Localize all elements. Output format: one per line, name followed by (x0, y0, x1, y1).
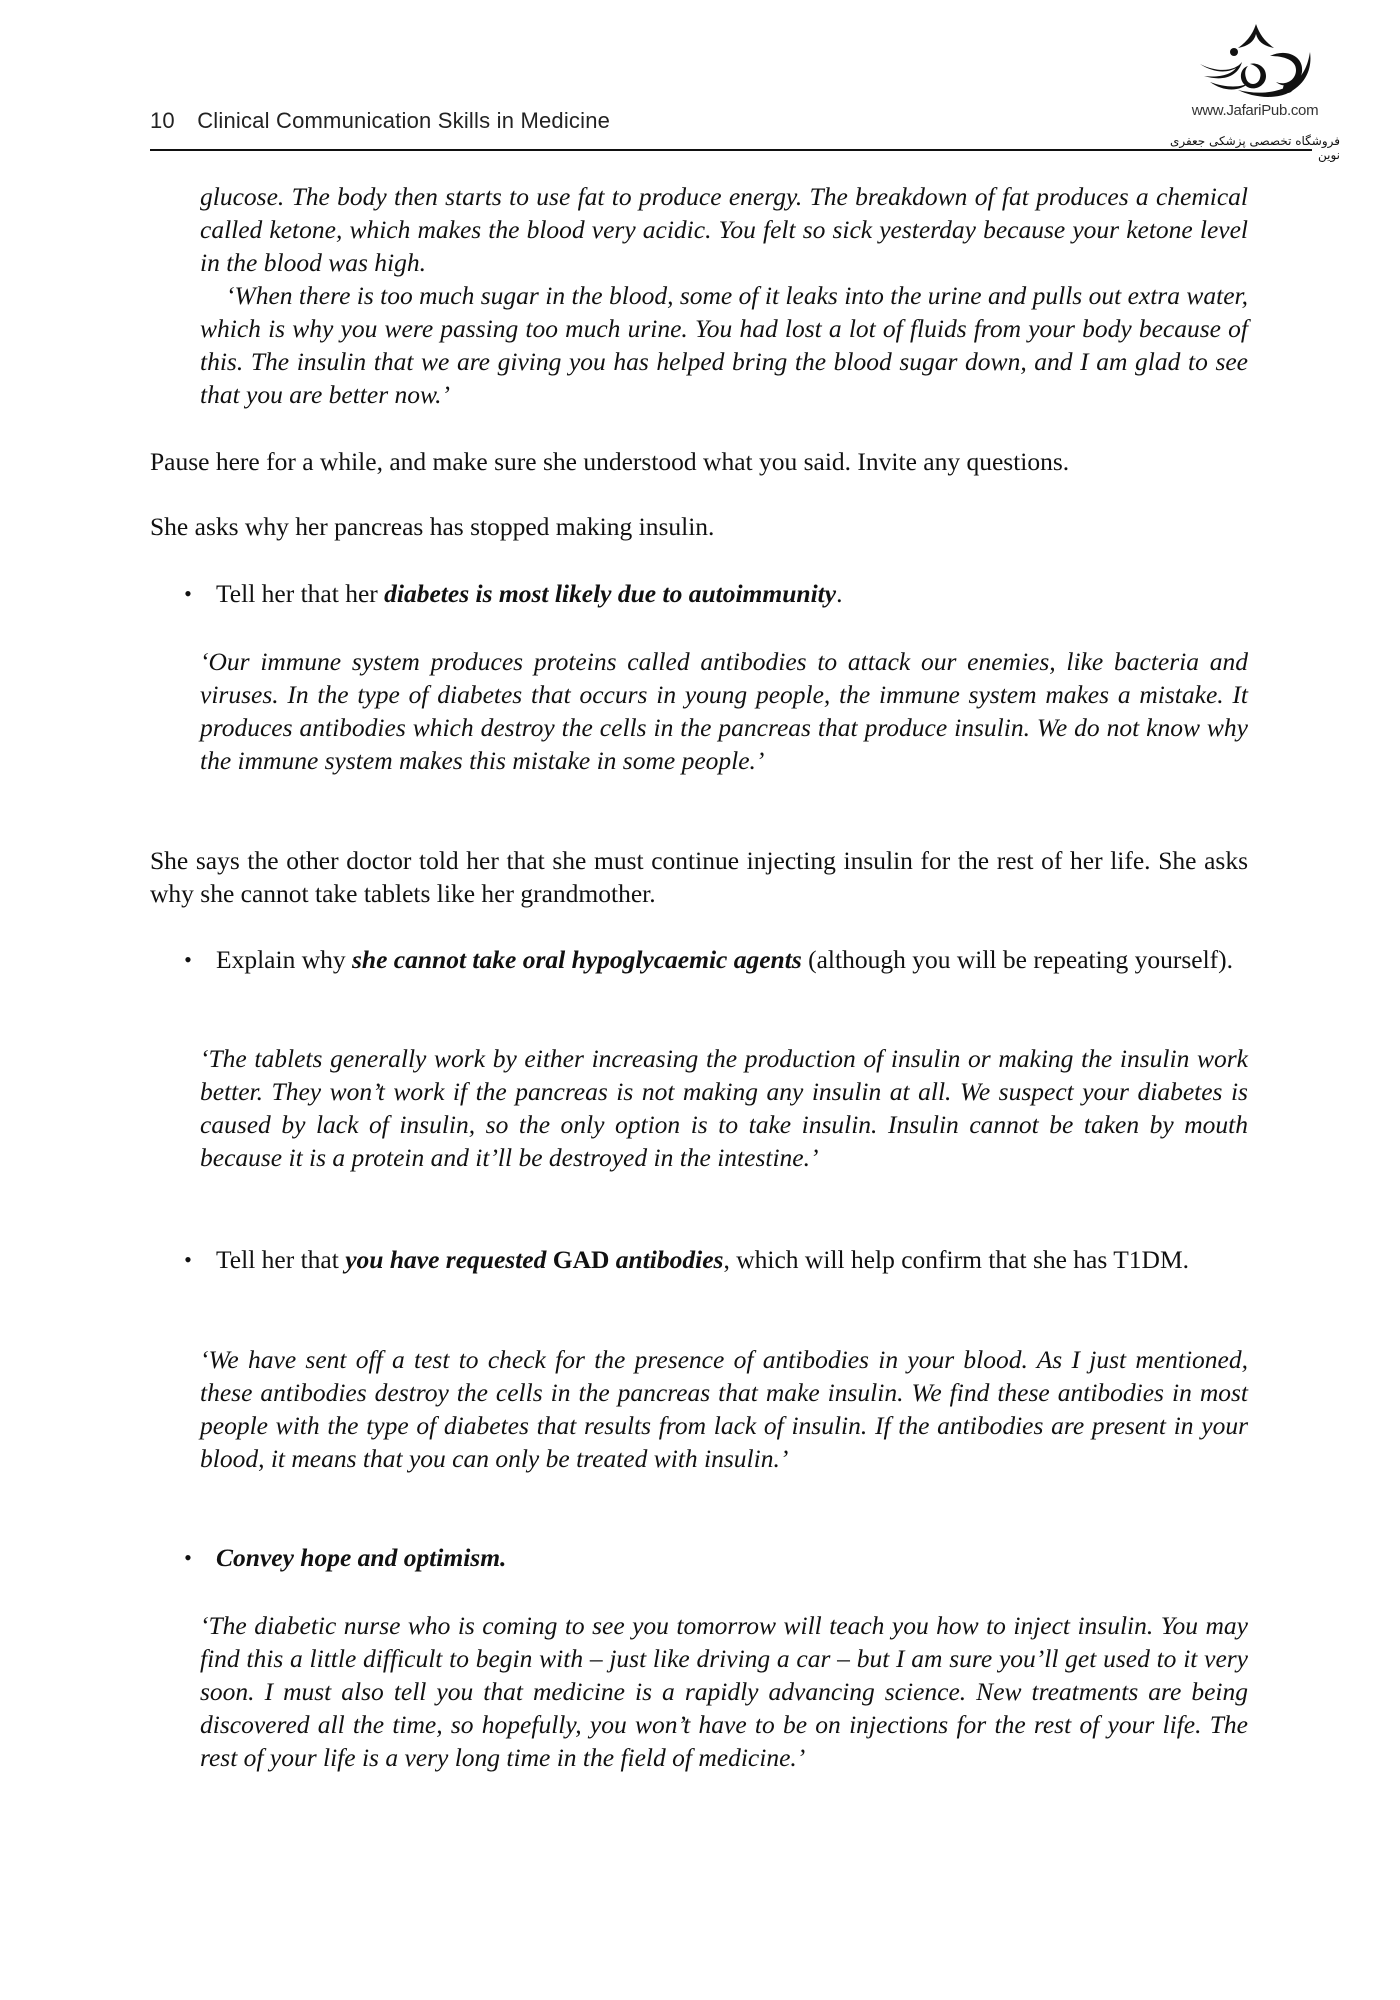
quote-ketone (200, 180, 1248, 411)
bullet-hope (178, 1541, 1248, 1574)
header-rule (150, 149, 1312, 151)
quote-ketone-para-a: glucose. The body then starts to use fat to produce energy. The breakdown of fat produces a chemical called ketone, which makes the blood very acidic. You felt so sick yesterday because your ketone level in the blood was high. (200, 182, 1248, 277)
bullet-text-end: . (836, 579, 843, 608)
bullet-text-end: , which will help confirm that she has T1DM. (723, 1245, 1190, 1274)
quote-tablets: ‘The tablets generally work by either increasing the production of insulin or making the insulin work better. They won’t work if the pancreas is not making any insulin at all. We suspect your diabetes is caused by lack of insulin, so the only option is to take insulin. Insulin cannot be taken by mouth because it is a protein and it’ll be destroyed in the intestine.’ (200, 1044, 1248, 1172)
publisher-watermark (1170, 22, 1340, 172)
jafari-pub-logo-icon (1190, 22, 1320, 100)
paragraph-tablets: She says the other doctor told her that she must continue injecting insulin for the rest of her life. She asks why she cannot take tablets like her grandmother. (150, 846, 1248, 908)
publisher-url: www.JafariPub.com (1191, 102, 1319, 119)
bullet-emphasis: diabetes is most likely due to autoimmunity (384, 579, 837, 608)
bullet-emphasis-part: you have requested (345, 1245, 553, 1274)
bullet-emphasis (345, 1245, 723, 1274)
bullet-emphasis-part: antibodies (609, 1245, 724, 1274)
bullet-text: Explain why (216, 945, 352, 974)
bullet-emphasis: Convey hope and optimism. (216, 1543, 507, 1572)
page-number: 10 (150, 108, 175, 133)
book-title: Clinical Communication Skills in Medicine (197, 108, 611, 133)
bullet-icon: • (184, 1545, 192, 1570)
quote-immune-system: ‘Our immune system produces proteins called antibodies to attack our enemies, like bacteria and viruses. In the type of diabetes that occurs in young people, the immune system makes a mistake. It produces antibodies which destroy the cells in the pancreas that produce insulin. We do not know why the immune system makes this mistake in some people.’ (200, 647, 1248, 775)
publisher-tagline: فروشگاه تخصصی پزشکی جعفری نوین (1169, 134, 1340, 162)
bullet-emphasis-acronym: GAD (552, 1245, 610, 1274)
bullet-emphasis: she cannot take oral hypoglycaemic agents (351, 945, 802, 974)
bullet-text-end: (although you will be repeating yourself). (801, 945, 1234, 974)
quote-antibody-test: ‘We have sent off a test to check for the presence of antibodies in your blood. As I just mentioned, these antibodies destroy the cells in the pancreas that make insulin. We find these antibodies in most people with the type of diabetes that results from lack of insulin. If the antibodies are present in your blood, it means that you can only be treated with insulin.’ (200, 1345, 1248, 1473)
bullet-icon: • (184, 947, 192, 972)
running-header (150, 108, 610, 134)
quote-ketone-para-b: ‘When there is too much sugar in the blood, some of it leaks into the urine and pulls out extra water, which is why you were passing too much urine. You had lost a lot of fluids from your body because of this. The insulin that we are giving you has helped bring the blood sugar down, and I am glad to see that you are better now.’ (200, 281, 1248, 409)
bullet-text: Tell her that (216, 1245, 346, 1274)
paragraph-pancreas: She asks why her pancreas has stopped making insulin. (150, 512, 715, 541)
bullet-icon: • (184, 581, 192, 606)
bullet-gad-antibodies (178, 1243, 1248, 1276)
bullet-icon: • (184, 1247, 192, 1272)
bullet-oral-agents (178, 943, 1248, 976)
bullet-text: Tell her that her (216, 579, 385, 608)
bullet-autoimmunity (178, 577, 1248, 610)
paragraph-pause: Pause here for a while, and make sure she understood what you said. Invite any questions. (150, 447, 1070, 476)
quote-hope: ‘The diabetic nurse who is coming to see you tomorrow will teach you how to inject insulin. You may find this a little difficult to begin with – just like driving a car – but I am sure you’ll get used to it very soon. I must also tell you that medicine is a rapidly advancing science. New treatments are being discovered all the time, so hopefully, you won’t have to be on injections for the rest of your life. The rest of your life is a very long time in the field of medicine.’ (200, 1611, 1248, 1772)
